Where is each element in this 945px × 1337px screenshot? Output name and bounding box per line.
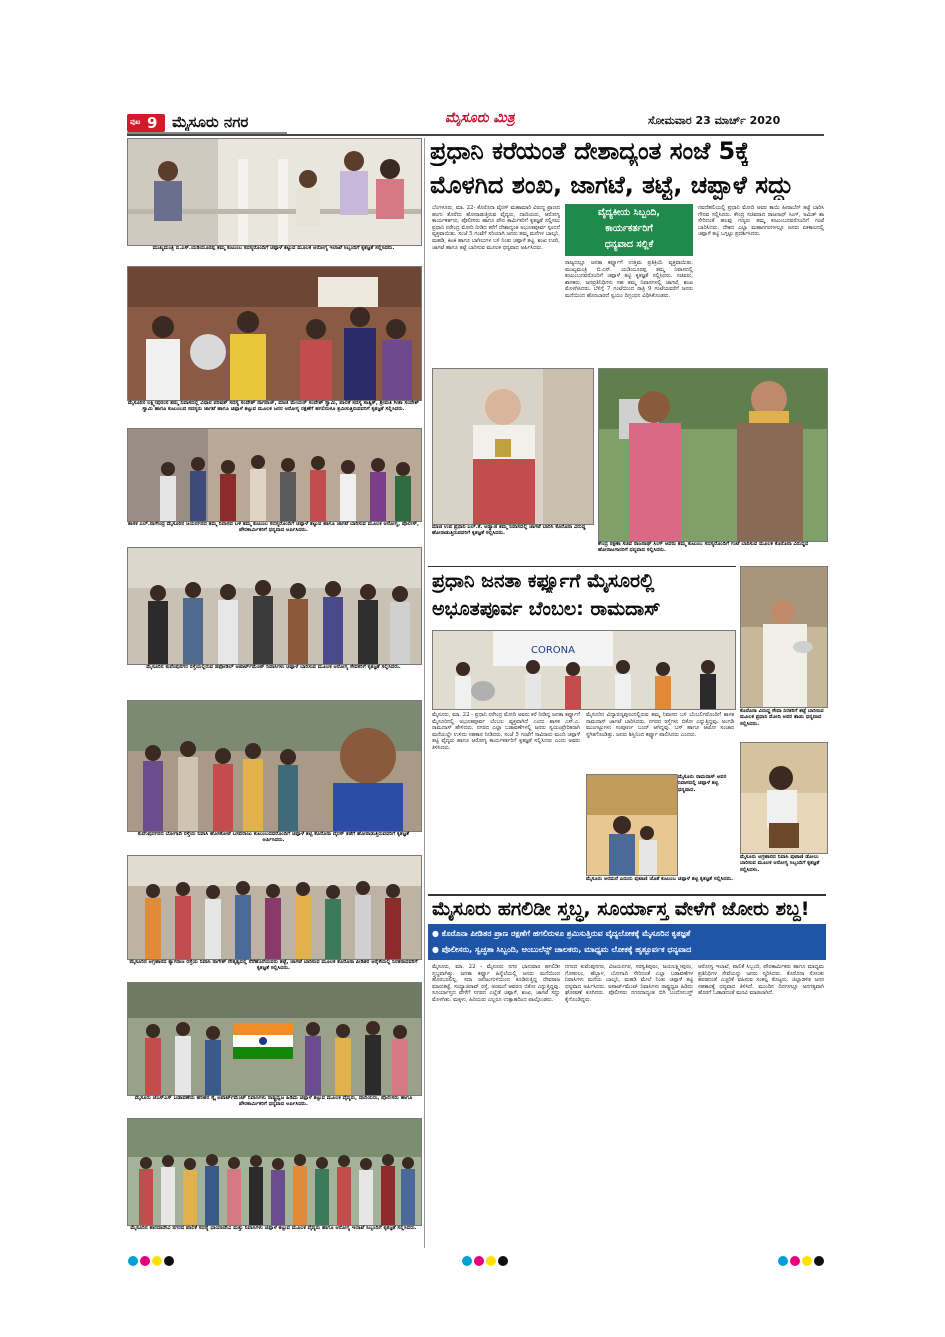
column-divider bbox=[424, 138, 425, 1248]
caption-nagendra-family: ಶಾಸಕ ಎಲ್.ನಾಗೇಂದ್ರ ಮೈಸೂರಿನ ಜಯನಗರದ ತಮ್ಮ ನಿವಾಸದ ಬಳಿ ತಮ್ಮ ಕುಟುಂಬ ಸದಸ್ಯರೊಂದಿಗೆ ಚಪ್ಪಾಳೆ ತಟ್ಟುವ ಹಾಗೂ ಜಾಗಟೆ ಬಾರಿಸುವ ಮೂಲಕ ಆರೋಗ್ಯ, ಪೊಲೀಸ್, ಪೌರಕಾರ್ಮಿಕರಿಗೆ ಧನ್ಯವಾದ ಅರ್ಪಿಸಿದರು. bbox=[127, 521, 420, 534]
section-title: ಮೈಸೂರು ನಗರ bbox=[172, 113, 249, 131]
caption-sharadadevi-nagar: ಮೈಸೂರಿನ ಶಾರದಾದೇವಿ ನಗರದ ಪಾಲಿಕೆ ಸದಸ್ಯೆ ಛಾಯಾದೇವಿ ಮತ್ತು ನಿವಾಸಿಗಳು ಚಪ್ಪಾಳೆ ತಟ್ಟುವ ಮೂಲಕ ವೈದ್ಯರು ಹಾಗೂ ಆರೋಗ್ಯ ಇಲಾಖೆ ಸಿಬ್ಬಂದಿಗೆ ಕೃತಜ್ಞತೆ ಸಲ್ಲಿಸಿದರು. bbox=[130, 1225, 417, 1231]
page-number: 9 bbox=[147, 114, 158, 132]
caption-child-drum: ಮೈಸೂರು ಅಗ್ರಹಾರದ ನಿವಾಸಿ ಪುಟಾಣಿ ಡೋಲು ಬಾರಿಸುವ ಮೂಲಕ ಆರೋಗ್ಯ ಸಿಬ್ಬಂದಿಗೆ ಕೃತಜ್ಞತೆ ಸಲ್ಲಿಸಿದಳು. bbox=[740, 854, 820, 873]
registration-mark bbox=[462, 1256, 472, 1266]
registration-mark bbox=[778, 1256, 788, 1266]
apartment-residents-photo bbox=[127, 547, 422, 665]
story-col-3: ನವದೆಹಲಿಯಲ್ಲಿ ಪ್ರಧಾನಿ ಮೋದಿ ಅವರ ತಾಯಿ ಹೀರಾಬೆನ್ ತಟ್ಟೆ ಬಾರಿಸಿ ಗೌರವ ಸಲ್ಲಿಸಿದರು. ಕೇಂದ್ರ ಸಚಿವರಾದ ರಾಜನಾಥ್ ಸಿಂಗ್, ಅಮಿತ್ ಶಾ ಸೇರಿದಂತೆ ಹಲವು ಗಣ್ಯರು ತಮ್ಮ ಕುಟುಂಬದವರೊಂದಿಗೆ ಗಂಟೆ ಬಾರಿಸಿದರು. ದೇಶದ ಎಲ್ಲಾ ಮಹಾನಗರಗಳಲ್ಲೂ ಜನರು ಏಕಕಾಲದಲ್ಲಿ ಚಪ್ಪಾಳೆ ತಟ್ಟಿ ಒಗ್ಗಟ್ಟು ಪ್ರದರ್ಶಿಸಿದರು. bbox=[698, 205, 824, 238]
caption-heeraben: ಕೊರೊನಾ ವಿರುದ್ಧ ಸೇವಾ ನಿರತರಿಗೆ ತಟ್ಟೆ ಬಾರಿಸುವ ಮೂಲಕ ಪ್ರಧಾನಿ ಮೋದಿ ಅವರ ತಾಯಿ ಧನ್ಯವಾದ ಸಲ್ಲಿಸಿದರು. bbox=[740, 708, 824, 727]
caption-ramadas-residence: ಮೈಸೂರು ರಾಮದಾಸ್ ಅವರ ನಿವಾಸದಲ್ಲಿ ಚಪ್ಪಾಳೆ ತಟ್ಟಿ ಧನ್ಯವಾದ. bbox=[678, 774, 727, 793]
bottom-story-col-1: ಮೈಸೂರು, ಮಾ. 22 - ಮೈಸೂರು ನಗರ ಭಾನುವಾರ ಹಗಲಿಡೀ ಸ್ತಬ್ಧವಾಗಿತ್ತು. ಜನತಾ ಕರ್ಫ್ಯೂ ಹಿನ್ನೆಲೆಯಲ್ಲಿ ಜನರು ಮನೆಯಿಂದ ಹೊರಬರಲಿಲ್ಲ. ಸದಾ ಜನಜಂಗುಳಿಯಿಂದ ಕೂಡಿರುತ್ತಿದ್ದ ದೇವರಾಜ ಮಾರುಕಟ್ಟೆ, ಸಯ್ಯಾಜಿರಾವ್ ರಸ್ತೆ, ಅರಮನೆ ಆವರಣ ಬಿಕೋ ಎನ್ನುತ್ತಿದ್ದವು. ಸೂರ್ಯಾಸ್ತದ ವೇಳೆಗೆ ನಗರದ ಎಲ್ಲೆಡೆ ಚಪ್ಪಾಳೆ, ಶಂಖ, ಜಾಗಟೆ ಸದ್ದು ಮೊಳಗಿತು. ಮಕ್ಕಳು, ಹಿರಿಯರು ಎಲ್ಲರೂ ಉತ್ಸಾಹದಿಂದ ಪಾಲ್ಗೊಂಡರು. bbox=[432, 964, 560, 1003]
caption-palace-family: ಮೈಸೂರು ಅರಮನೆ ಎದುರು ಪುಟಾಣಿ ಜೊತೆ ಕುಟುಂಬ ಚಪ್ಪಾಳೆ ತಟ್ಟಿ ಕೃತಜ್ಞತೆ ಸಲ್ಲಿಸಿದರು. bbox=[586, 876, 734, 882]
caption-rajnath: ಕೇಂದ್ರ ರಕ್ಷಣಾ ಸಚಿವ ರಾಜನಾಥ್ ಸಿಂಗ್ ಅವರು ತಮ್ಮ ಕುಟುಂಬ ಸದಸ್ಯರೊಂದಿಗೆ ಗಂಟೆ ಬಾರಿಸುವ ಮೂಲಕ ಕೊರೊನಾ ವಿರುದ್ಧದ ಹೋರಾಟಗಾರರಿಗೆ ಧನ್ಯವಾದ ಸಲ್ಲಿಸಿದರು. bbox=[598, 541, 809, 554]
registration-mark bbox=[164, 1256, 174, 1266]
caption-advani: ಮಾಜಿ ಉಪ ಪ್ರಧಾನಿ ಎಲ್.ಕೆ. ಅಡ್ವಾಣಿ ತಮ್ಮ ನಿವಾಸದಲ್ಲಿ ಜಾಗಟೆ ಬಾರಿಸಿ ಕೊರೊನಾ ವಿರುದ್ಧ ಹೋರಾಡುತ್ತಿರುವವರಿಗೆ ಕೃತಜ್ಞತೆ ಸಲ್ಲಿಸಿದರು. bbox=[432, 524, 586, 537]
green-box-line2: ಕಾರ್ಯಕರ್ತರಿಗೆ bbox=[605, 223, 653, 234]
child-drum-photo bbox=[740, 742, 828, 854]
ramadas-headline-line1: ಪ್ರಧಾನಿ ಜನತಾ ಕರ್ಫ್ಯೂಗೆ ಮೈಸೂರಲ್ಲಿ bbox=[432, 570, 655, 592]
registration-mark bbox=[802, 1256, 812, 1266]
page-label: ಪುಟ bbox=[130, 118, 141, 126]
heeraben-photo bbox=[740, 566, 828, 708]
registration-mark bbox=[152, 1256, 162, 1266]
caption-cm-family: ಮುಖ್ಯಮಂತ್ರಿ ಬಿ.ಎಸ್.ಯಡಿಯೂರಪ್ಪ ತಮ್ಮ ಕುಟುಂಬ ಸದಸ್ಯರೊಂದಿಗೆ ಚಪ್ಪಾಳೆ ತಟ್ಟುವ ಮೂಲಕ ಆರೋಗ್ಯ ಇಲಾಖೆ ಸಿಬ್ಬಂದಿಗೆ ಕೃತಜ್ಞತೆ ಸಲ್ಲಿಸಿದರು. bbox=[152, 245, 395, 251]
bottom-story-col-2: ನಗರದ ಕುವೆಂಪುನಗರ, ವಿಜಯನಗರ, ಸರಸ್ವತಿಪುರಂ, ಜಯಲಕ್ಷ್ಮೀಪುರಂ, ಗೋಕುಲಂ, ಹೆಬ್ಬಾಳ, ಬೋಗಾದಿ ಸೇರಿದಂತೆ ಎಲ್ಲಾ ಬಡಾವಣೆಗಳ ನಿವಾಸಿಗಳು ಮನೆಯ ಬಾಲ್ಕನಿ, ಮಹಡಿ ಮೇಲೆ ನಿಂತು ಚಪ್ಪಾಳೆ ತಟ್ಟಿ ಧನ್ಯವಾದ ಅರ್ಪಿಸಿದರು. ಅಪಾರ್ಟ್‌ಮೆಂಟ್ ನಿವಾಸಿಗಳು ರಾಷ್ಟ್ರಧ್ವಜ ಹಿಡಿದು ಘೋಷಣೆ ಕೂಗಿದರು. ಪೊಲೀಸರು ನಗರದಾದ್ಯಂತ ಬಿಗಿ ಬಂದೋಬಸ್ತ್ ಕೈಗೊಂಡಿದ್ದರು. bbox=[565, 964, 693, 1003]
bottom-story-col-3: ಆರೋಗ್ಯ ಇಲಾಖೆ, ಪಾಲಿಕೆ ಸಿಬ್ಬಂದಿ, ಪೌರಕಾರ್ಮಿಕರು ಹಾಗೂ ಮಾಧ್ಯಮ ಪ್ರತಿನಿಧಿಗಳ ಸೇವೆಯನ್ನು ಜನರು ಸ್ಮರಿಸಿದರು. ಕೊರೊನಾ ಸೋಂಕು ಹರಡದಂತೆ ಎಚ್ಚರಿಕೆ ವಹಿಸುವ ಸಂಕಲ್ಪ ತೊಟ್ಟರು. ಜಿಲ್ಲಾಡಳಿತ ಜನರ ಸಹಕಾರಕ್ಕೆ ಧನ್ಯವಾದ ತಿಳಿಸಿದೆ. ಮುಂದಿನ ದಿನಗಳಲ್ಲೂ ಅನಗತ್ಯವಾಗಿ ಹೊರಗೆ ಓಡಾಡದಂತೆ ಮನವಿ ಮಾಡಲಾಗಿದೆ. bbox=[698, 964, 824, 997]
paper-logo: ಮೈಸೂರು ಮಿತ್ರ bbox=[445, 110, 515, 126]
caption-flag-apartment: ಮೈಸೂರು ಜೆಎಸ್‌ಎಸ್ ಬಡಾವಣೆಯ ಹರಿಹರ ಸ್ಕೈ ಅಪಾರ್ಟ್‌ಮೆಂಟ್ ನಿವಾಸಿಗಳು ರಾಷ್ಟ್ರಧ್ವಜ ಹಿಡಿದು ಚಪ್ಪಾಳೆ ತಟ್ಟುವ ಮೂಲಕ ವೈದ್ಯರು, ದಾದಿಯರು, ಪೊಲೀಸರು ಹಾಗೂ ಪೌರಕಾರ್ಮಿಕರಿಗೆ ಧನ್ಯವಾದ ಅರ್ಪಿಸಿದರು. bbox=[134, 1095, 413, 1108]
nagendra-family-photo bbox=[127, 428, 422, 522]
sharadadevi-nagar-photo bbox=[127, 1118, 422, 1226]
story-col-1: ಬೆಂಗಳೂರು, ಮಾ. 22- ಕೊರೊನಾ ವೈರಸ್ ಮಹಾಮಾರಿ ವಿರುದ್ಧ ಪ್ರಾಣದ ಹಂಗು ತೊರೆದು ಹೋರಾಡುತ್ತಿರುವ ವೈದ್ಯರು, ದಾದಿಯರು, ಆರೋಗ್ಯ ಕಾರ್ಯಕರ್ತರು, ಪೊಲೀಸರು ಹಾಗೂ ಪೌರ ಕಾರ್ಮಿಕರಿಗೆ ಕೃತಜ್ಞತೆ ಸಲ್ಲಿಸಲು ಪ್ರಧಾನಿ ನರೇಂದ್ರ ಮೋದಿ ನೀಡಿದ ಕರೆಗೆ ದೇಶಾದ್ಯಂತ ಅಭೂತಪೂರ್ವ ಸ್ಪಂದನೆ ವ್ಯಕ್ತವಾಯಿತು. ಸಂಜೆ 5 ಗಂಟೆಗೆ ಸರಿಯಾಗಿ ಜನರು ತಮ್ಮ ಮನೆಗಳ ಬಾಲ್ಕನಿ, ಮಹಡಿ, ಕಿಟಕಿ ಹಾಗೂ ಬಾಗಿಲುಗಳ ಬಳಿ ನಿಂತು ಚಪ್ಪಾಳೆ ತಟ್ಟಿ, ಶಂಖ ಊದಿ, ಜಾಗಟೆ ಹಾಗೂ ತಟ್ಟೆ ಬಾರಿಸುವ ಮೂಲಕ ಧನ್ಯವಾದ ಅರ್ಪಿಸಿದರು. bbox=[432, 205, 560, 251]
registration-mark bbox=[128, 1256, 138, 1266]
story-col-2: ರಾಜ್ಯದಲ್ಲೂ ಜನತಾ ಕರ್ಫ್ಯೂಗೆ ಉತ್ತಮ ಪ್ರತಿಕ್ರಿಯೆ ವ್ಯಕ್ತವಾಯಿತು. ಮುಖ್ಯಮಂತ್ರಿ ಬಿ.ಎಸ್. ಯಡಿಯೂರಪ್ಪ ತಮ್ಮ ನಿವಾಸದಲ್ಲಿ ಕುಟುಂಬದವರೊಂದಿಗೆ ಚಪ್ಪಾಳೆ ತಟ್ಟಿ ಕೃತಜ್ಞತೆ ಸಲ್ಲಿಸಿದರು. ಸಚಿವರು, ಶಾಸಕರು, ಜನಪ್ರತಿನಿಧಿಗಳು ಸಹ ತಮ್ಮ ನಿವಾಸಗಳಲ್ಲಿ ಜಾಗಟೆ, ಶಂಖ ಮೊಳಗಿಸಿದರು. ಬೆಳಿಗ್ಗೆ 7 ಗಂಟೆಯಿಂದ ರಾತ್ರಿ 9 ಗಂಟೆಯವರೆಗೆ ಜನರು ಮನೆಯಿಂದ ಹೊರಬಾರದೆ ಸ್ವಯಂ ದಿಗ್ಬಂಧನ ವಿಧಿಸಿಕೊಂಡರು. bbox=[565, 260, 693, 299]
registration-mark bbox=[474, 1256, 484, 1266]
caption-sandesh-family: ಮೈಸೂರಿನ ಲಕ್ಷ್ಮೀಪುರಂನ ತಮ್ಮ ನಿವಾಸದಲ್ಲಿ ವಿಧಾನ ಪರಿಷತ್ ಸದಸ್ಯ ಸಂದೇಶ್ ನಾಗರಾಜ್, ಮಾಜಿ ಮೇಯರ್ ಸಂದೇಶ್ ಸ್ವಾಮಿ, ಪಾಲಿಕೆ ಸದಸ್ಯ ಸಾತ್ವಿಕ್, ಶ್ರೀಮತಿ ಗೀತಾ ಸಂದೇಶ್ ಸ್ವಾಮಿ ಹಾಗೂ ಕುಟುಂಬದ ಸದಸ್ಯರು ಜಾಗಟೆ ಹಾಗೂ ಚಪ್ಪಾಳೆ ತಟ್ಟುವ ಮೂಲಕ ಜನರ ಆರೋಗ್ಯ ರಕ್ಷಣೆಗೆ ಹಗಲಿರುಳೂ ಶ್ರಮಿಸುತ್ತಿರುವವರಿಗೆ ಕೃತಜ್ಞತೆ ಸಲ್ಲಿಸಿದರು. bbox=[127, 400, 420, 413]
advani-photo bbox=[432, 368, 594, 525]
page-number-badge bbox=[127, 114, 165, 132]
svg-text:CORONA: CORONA bbox=[531, 645, 575, 656]
ramadas-story-col-1: ಮೈಸೂರು, ಮಾ. 22 - ಪ್ರಧಾನಿ ನರೇಂದ್ರ ಮೋದಿ ಅವರು ಕರೆ ನೀಡಿದ್ದ ಜನತಾ ಕರ್ಫ್ಯೂಗೆ ಮೈಸೂರಿನಲ್ಲಿ ಅಭೂತಪೂರ್ವ ಬೆಂಬಲ ವ್ಯಕ್ತವಾಗಿದೆ ಎಂದು ಶಾಸಕ ಎಸ್.ಎ. ರಾಮದಾಸ್ ಹೇಳಿದರು. ನಗರದ ಎಲ್ಲಾ ಬಡಾವಣೆಗಳಲ್ಲಿ ಜನರು ಸ್ವಯಂಪ್ರೇರಿತರಾಗಿ ಮನೆಯಲ್ಲೇ ಉಳಿದು ಸಹಕಾರ ನೀಡಿದರು. ಸಂಜೆ 5 ಗಂಟೆಗೆ ಸಾವಿರಾರು ಮಂದಿ ಚಪ್ಪಾಳೆ ತಟ್ಟಿ ವೈದ್ಯರು ಹಾಗೂ ಆರೋಗ್ಯ ಕಾರ್ಯಕರ್ತರಿಗೆ ಕೃತಜ್ಞತೆ ಸಲ್ಲಿಸಿದರು ಎಂದು ಅವರು ತಿಳಿಸಿದರು. bbox=[432, 712, 580, 751]
caption-apartment-residents: ಮೈಸೂರಿನ ಕುವೆಂಪುನಗರ ರಸ್ತೆಯಲ್ಲಿರುವ ಡಫೋಡಿಲ್ ಅಪಾರ್ಟ್‌ಮೆಂಟ್ ನಿವಾಸಿಗಳು ಚಪ್ಪಾಳೆ ಬಾರಿಸುವ ಮೂಲಕ ಆರೋಗ್ಯ ಸೇವಕರಿಗೆ ಕೃತಜ್ಞತೆ ಸಲ್ಲಿಸಿದರು. bbox=[146, 664, 401, 670]
bullet-item-1: ● ಕೊರೊನಾ ಪೀಡಿತರ ಪ್ರಾಣ ರಕ್ಷಣೆಗೆ ಹಗಲಿರುಳೂ ಶ್ರಮಿಸುತ್ತಿರುವ ವೈದ್ಯಲೋಕಕ್ಕೆ ಮೈಸೂರಿನ ಕೃತಜ್ಞತೆ bbox=[432, 929, 691, 938]
issue-date: ಸೋಮವಾರ 23 ಮಾರ್ಚ್ 2020 bbox=[648, 114, 781, 127]
main-headline-line1: ಪ್ರಧಾನಿ ಕರೆಯಂತೆ ದೇಶಾದ್ಯಂತ ಸಂಜೆ 5ಕ್ಕೆ bbox=[430, 137, 750, 165]
bullet-band bbox=[428, 924, 826, 960]
caption-agrahara-residents: ಮೈಸೂರಿನ ಅಗ್ರಹಾರದ ತ್ಯಾಗರಾಜ ರಸ್ತೆಯ ನಿವಾಸಿ ನಾಗೇಶ್ ನೇತೃತ್ವದಲ್ಲಿ ನೆರೆಹೊರೆಯವರು ತಟ್ಟೆ, ಜಾಗಟೆ ಬಾರಿಸುವ ಮೂಲಕ ಕೊರೊನಾ ಪೀಡಿತರ ಆರೈಕೆಯಲ್ಲಿ ನಿರತರಾದವರಿಗೆ ಕೃತಜ್ಞತೆ ಸಲ್ಲಿಸಿದರು. bbox=[129, 959, 418, 972]
green-box-line3: ಧನ್ಯವಾದ ಸಲ್ಲಿಕೆ bbox=[604, 239, 654, 250]
ramadas-headline-line2: ಅಭೂತಪೂರ್ವ ಬೆಂಬಲ: ರಾಮದಾಸ್ bbox=[432, 598, 661, 620]
agrahara-residents-photo bbox=[127, 855, 422, 960]
ramadas-story-col-2: ಮೈಸೂರಿನ ವಿದ್ಯಾರಣ್ಯಪುರಂನಲ್ಲಿರುವ ತಮ್ಮ ನಿವಾಸದ ಬಳಿ ಬೆಂಬಲಿಗರೊಂದಿಗೆ ಶಾಸಕ ರಾಮದಾಸ್ ಜಾಗಟೆ ಬಾರಿಸಿದರು. ನಗರದ ರಸ್ತೆಗಳು ಬಿಕೋ ಎನ್ನುತ್ತಿದ್ದವು. ಅಂಗಡಿ ಮುಂಗಟ್ಟುಗಳು ಸಂಪೂರ್ಣ ಬಂದ್ ಆಗಿದ್ದವು. ಬಸ್ ಹಾಗೂ ಆಟೋ ಸಂಚಾರ ಸ್ಥಗಿತಗೊಂಡಿತ್ತು. ಜನರು ಶಿಸ್ತಿನಿಂದ ಕರ್ಫ್ಯೂ ಪಾಲಿಸಿದರು ಎಂದರು. bbox=[586, 712, 734, 738]
bullet-item-2: ● ಪೊಲೀಸರು, ಸ್ವಚ್ಛತಾ ಸಿಬ್ಬಂದಿ, ಆಂಬುಲೆನ್ಸ್ ಚಾಲಕರು, ಮಾಧ್ಯಮ ಲೋಕಕ್ಕೆ ಹೃತ್ಪೂರ್ವಕ ಧನ್ಯವಾದ bbox=[432, 945, 692, 954]
registration-mark bbox=[790, 1256, 800, 1266]
registration-mark bbox=[814, 1256, 824, 1266]
palace-family-photo bbox=[586, 774, 678, 876]
green-subhead-box bbox=[565, 204, 693, 256]
mysuru-headline: ಮೈಸೂರು ಹಗಲಿಡೀ ಸ್ತಬ್ಧ, ಸೂರ್ಯಾಸ್ತ ವೇಳೆಗೆ ಜೋರು ಶಬ್ದ! bbox=[432, 898, 810, 920]
ramadas-event-photo bbox=[432, 630, 736, 710]
caption-basavaraju-selfie: ಕುವೆಂಪುನಗರದ ಬೋಗಾದಿ ರಸ್ತೆಯ ನಿವಾಸಿ ಹೊಸಕೋಟೆ ಬಸವರಾಜು ಕುಟುಂಬದವರೊಂದಿಗೆ ಚಪ್ಪಾಳೆ ತಟ್ಟಿ ಕೊರೊನಾ ವೈರಸ್ ತಡೆಗೆ ಹೋರಾಡುತ್ತಿರುವವರಿಗೆ ಕೃತಜ್ಞತೆ ಅರ್ಪಿಸಿದರು. bbox=[137, 831, 410, 844]
cm-family-photo bbox=[127, 138, 422, 246]
main-headline-line2: ಮೊಳಗಿದ ಶಂಖ, ಜಾಗಟೆ, ತಟ್ಟೆ, ಚಪ್ಪಾಳೆ ಸದ್ದು bbox=[430, 171, 794, 199]
registration-mark bbox=[498, 1256, 508, 1266]
rajnath-photo bbox=[598, 368, 828, 542]
headline2-top-rule bbox=[428, 566, 736, 567]
registration-mark bbox=[140, 1256, 150, 1266]
basavaraju-selfie-photo bbox=[127, 700, 422, 832]
flag-apartment-photo bbox=[127, 982, 422, 1096]
green-box-line1: ವೈದ್ಯಕೀಯ ಸಿಬ್ಬಂದಿ, bbox=[597, 207, 661, 218]
registration-mark bbox=[486, 1256, 496, 1266]
sandesh-family-photo bbox=[127, 266, 422, 401]
